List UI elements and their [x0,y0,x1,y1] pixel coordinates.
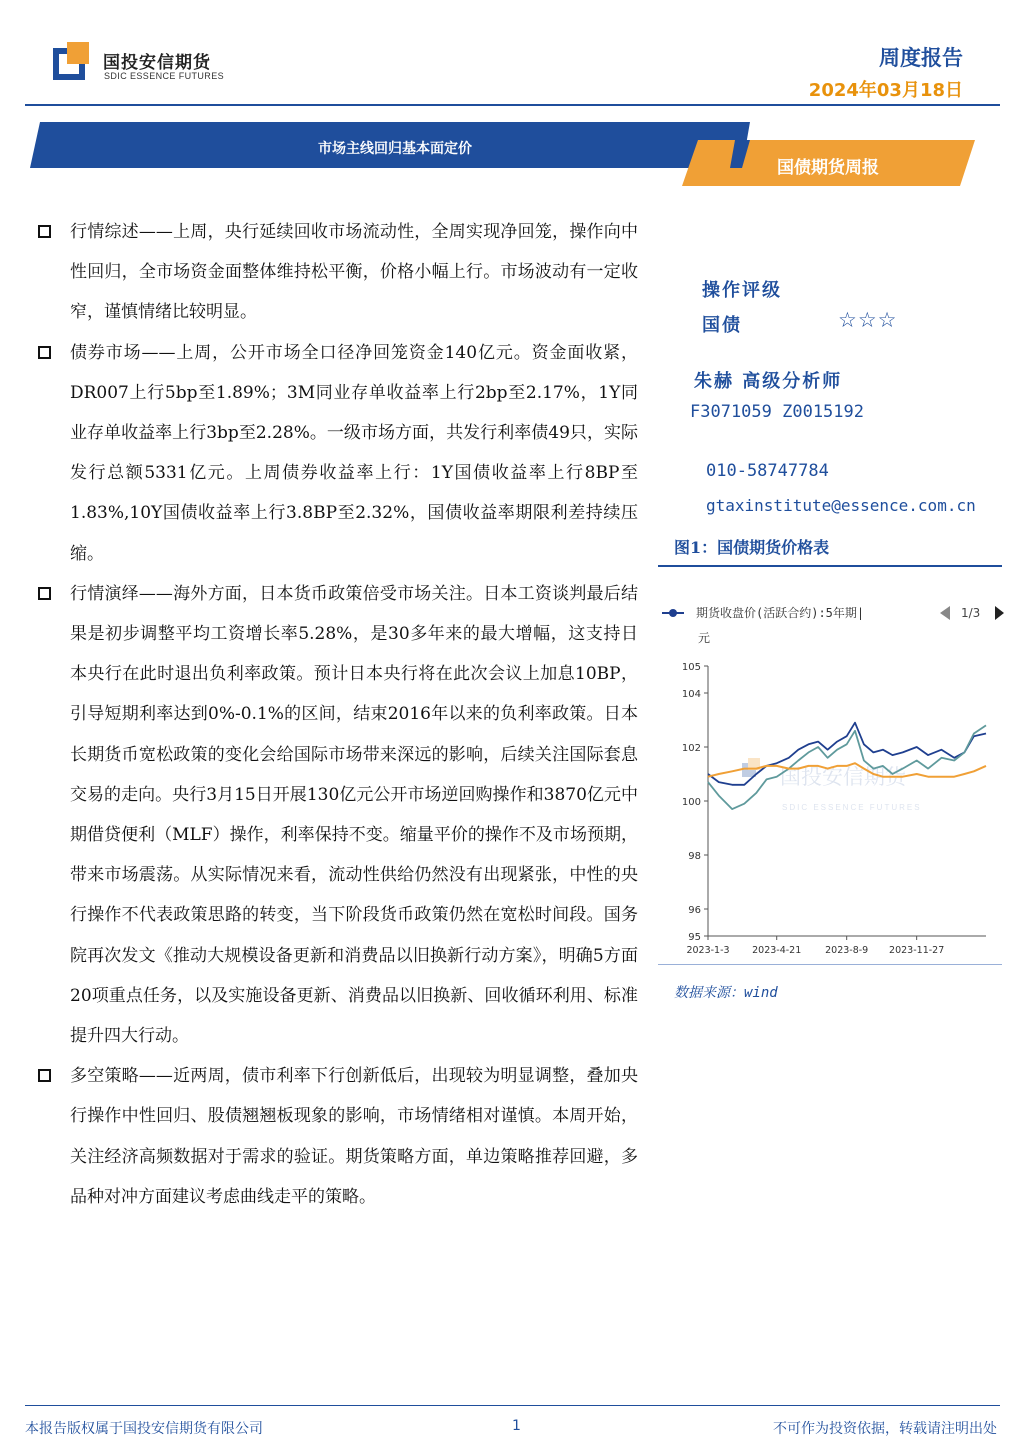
report-headline: 市场主线回归基本面定价 [318,141,472,157]
paragraph-text: 债券市场——上周，公开市场全口径净回笼资金140亿元。资金面收紧，DR007上行5bp至1.89%；3M同业存单收益率上行2bp至2.17%，1Y同业存单收益率上行3bp至2.28%。一级市场方面，共发行利率债49只，实际发行总额5331亿元。上周债券收益率上行：1Y国债收益率上行8BP至1.83%,10Y国债收益率上行3.8BP至2.32%，国债收益率期限利差持续压缩。 [70,342,638,564]
chart-legend [662,605,1004,645]
pager-next-icon[interactable] [995,606,1004,620]
contact-phone: 010-58747784 [706,461,829,481]
analyst-license: F3071059 Z0015192 [690,402,864,422]
rating-product: 国债 [702,315,742,336]
section-bond-market [38,333,638,574]
paragraph-text: 多空策略——近两周，债市利率下行创新低后，出现较为明显调整，叠加央行操作中性回归、股债翘翘板现象的影响，市场情绪相对谨慎。本周开始，关注经济高频数据对于需求的验证。期货策略方面，单边策略推荐回避，多品种对冲方面建议考虑曲线走平的策略。 [70,1066,638,1207]
legend-pager: 1/3 [961,606,981,620]
y-tick-label: 98 [688,851,701,862]
company-logo [53,42,233,90]
section-overview [38,212,638,333]
figure-title: 图1：国债期货价格表 [674,538,830,557]
watermark-subtext: SDIC ESSENCE FUTURES [782,803,922,812]
section-market-trend [38,574,638,1056]
figure-bottom-divider [658,964,1002,965]
legend-marker-icon [669,609,677,617]
report-type: 周度报告 [879,46,963,70]
square-bullet-icon [38,1069,51,1082]
logo-name-cn: 国投安信期货 [103,53,211,73]
y-tick-label: 100 [681,797,701,808]
page-number: 1 [512,1418,521,1434]
article-body [38,212,638,1217]
report-category: 国债期货周报 [777,158,879,178]
legend-unit: 元 [698,631,711,645]
y-tick-label: 95 [688,932,701,943]
square-bullet-icon [38,346,51,359]
logo-mark-icon [53,42,93,82]
contact-email: gtaxinstitute@essence.com.cn [706,496,976,515]
analyst-name: 朱赫 高级分析师 [694,371,843,392]
x-tick-label: 2023-4-21 [752,945,802,956]
futures-price-chart [658,570,1004,965]
x-tick-label: 2023-1-3 [686,945,730,956]
section-strategy [38,1056,638,1217]
figure-divider [658,565,1002,567]
legend-label: 期货收盘价(活跃合约):5年期| [696,606,865,620]
x-tick-label: 2023-8-9 [825,945,869,956]
y-tick-label: 105 [681,662,701,673]
footer-divider [25,1405,1000,1406]
rating-heading: 操作评级 [702,280,782,301]
square-bullet-icon [38,587,51,600]
x-tick-label: 2023-11-27 [889,945,945,956]
paragraph-text: 行情综述——上周，央行延续回收市场流动性，全周实现净回笼，操作向中性回归，全市场资金面整体维持松平衡，价格小幅上行。市场波动有一定收窄，谨慎情绪比较明显。 [70,222,638,323]
footer-copyright: 本报告版权属于国投安信期货有限公司 [25,1421,263,1437]
y-tick-label: 96 [688,905,701,916]
y-tick-label: 104 [681,689,701,700]
y-tick-label: 102 [681,743,701,754]
logo-name-en: SDIC ESSENCE FUTURES [104,71,225,81]
data-source: 数据来源：wind [674,985,778,1001]
paragraph-text: 行情演绎——海外方面，日本货币政策倍受市场关注。日本工资谈判最后结果是初步调整平均工资增长率5.28%，是30多年来的最大增幅，这支持日本央行在此时退出负利率政策。预计日本央行将在此次会议上加息10BP，引导短期利率达到0%-0.1%的区间，结束2016年以来的负利率政策。日本长期货币宽松政策的变化会给国际市场带来深远的影响，后续关注国际套息交易的走向。央行3月15日开展130亿元公开市场逆回购操作和3870亿元中期借贷便利（MLF）操作，利率保持不变。缩量平价的操作不及市场预期，带来市场震荡。从实际情况来看，流动性供给仍然没有出现紧张，中性的央行操作不代表政策思路的转变，当下阶段货币政策仍然在宽松时间段。国务院再次发文《推动大规模设备更新和消费品以旧换新行动方案》，明确5方面20项重点任务，以及实施设备更新、消费品以旧换新、回收循环利用、标准提升四大行动。 [70,583,638,1047]
rating-stars-icon: ☆☆☆ [838,308,898,332]
header-divider [25,104,1000,106]
watermark-text: 国投安信期货 [780,765,906,789]
square-bullet-icon [38,225,51,238]
report-date: 2024年03月18日 [808,80,963,101]
footer-disclaimer: 不可作为投资依据，转载请注明出处 [773,1421,997,1437]
pager-prev-icon[interactable] [940,606,950,620]
